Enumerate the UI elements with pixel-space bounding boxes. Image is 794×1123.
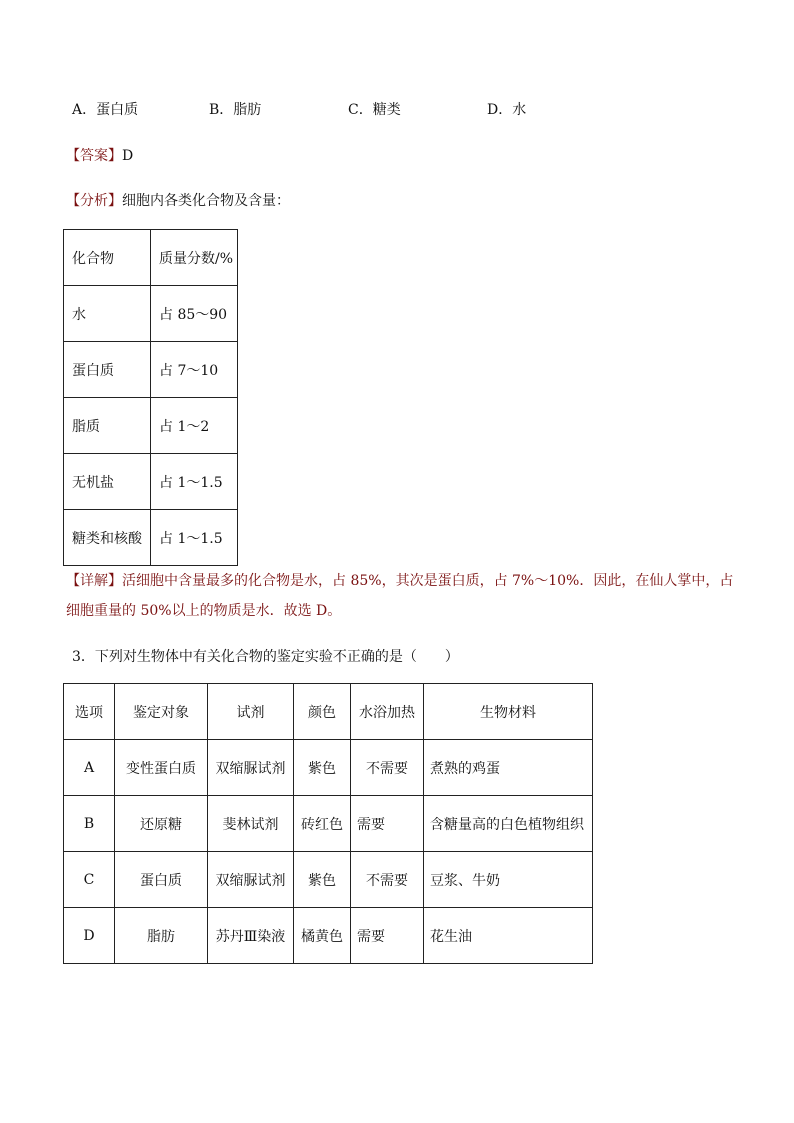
detail-tag: 【详解】 [66, 573, 122, 589]
table-cell: 占 1～1.5 [151, 510, 238, 566]
table-cell: C [64, 852, 115, 908]
table-header-cell: 水浴加热 [351, 684, 424, 740]
analysis-text: 细胞内各类化合物及含量： [122, 193, 290, 209]
table-header-cell: 选项 [64, 684, 115, 740]
option-d: D．水 [487, 102, 527, 118]
answer-line [66, 145, 133, 165]
table-cell: B [64, 796, 115, 852]
table-cell: 占 85～90 [151, 286, 238, 342]
detail-line-1 [66, 570, 733, 590]
table-row [64, 398, 238, 454]
table-row [64, 796, 593, 852]
table-cell: 苏丹Ⅲ染液 [208, 908, 294, 964]
table-cell: 双缩脲试剂 [208, 852, 294, 908]
table-row [64, 286, 238, 342]
table-cell: 脂质 [64, 398, 151, 454]
option-b: B．脂肪 [209, 102, 262, 118]
detail-line-2: 细胞重量的 50%以上的物质是水．故选 D。 [66, 603, 342, 619]
table-cell: 变性蛋白质 [115, 740, 208, 796]
table-cell: 水 [64, 286, 151, 342]
detail-text-1: 活细胞中含量最多的化合物是水，占 85%，其次是蛋白质，占 7%～10%．因此，在仙人掌中，占 [122, 573, 734, 589]
answer-value: D [122, 148, 134, 164]
table-cell: 豆浆、牛奶 [424, 852, 593, 908]
table-cell: 含糖量高的白色植物组织 [424, 796, 593, 852]
compound-content-table [63, 229, 238, 566]
table-cell: 双缩脲试剂 [208, 740, 294, 796]
table-cell: 紫色 [294, 740, 351, 796]
table-cell: 蛋白质 [115, 852, 208, 908]
table-header-cell: 试剂 [208, 684, 294, 740]
table-cell: 占 7～10 [151, 342, 238, 398]
option-c: C．糖类 [348, 102, 401, 118]
table-header-cell: 质量分数/% [151, 230, 238, 286]
table-cell: 斐林试剂 [208, 796, 294, 852]
table-cell: 煮熟的鸡蛋 [424, 740, 593, 796]
table-cell: 无机盐 [64, 454, 151, 510]
table-row [64, 852, 593, 908]
table-cell: A [64, 740, 115, 796]
table-header-row [64, 230, 238, 286]
table-header-cell: 鉴定对象 [115, 684, 208, 740]
analysis-line [66, 190, 290, 210]
table-cell: 脂肪 [115, 908, 208, 964]
table-cell: 需要 [351, 796, 424, 852]
question-3: 3．下列对生物体中有关化合物的鉴定实验不正确的是（ ） [72, 649, 459, 665]
table-cell: 橘黄色 [294, 908, 351, 964]
table-cell: 蛋白质 [64, 342, 151, 398]
table-row [64, 908, 593, 964]
table-cell: 还原糖 [115, 796, 208, 852]
table-cell: 紫色 [294, 852, 351, 908]
table-header-cell: 生物材料 [424, 684, 593, 740]
table-cell: 不需要 [351, 740, 424, 796]
table-row [64, 740, 593, 796]
table-cell: D [64, 908, 115, 964]
analysis-tag: 【分析】 [66, 193, 122, 209]
table-row [64, 342, 238, 398]
table-row [64, 510, 238, 566]
table-cell: 砖红色 [294, 796, 351, 852]
table-cell: 占 1～2 [151, 398, 238, 454]
table-cell: 花生油 [424, 908, 593, 964]
option-a: A．蛋白质 [72, 102, 139, 118]
table-row [64, 454, 238, 510]
table-cell: 需要 [351, 908, 424, 964]
table-header-cell: 颜色 [294, 684, 351, 740]
answer-tag: 【答案】 [66, 148, 122, 164]
table-header-cell: 化合物 [64, 230, 151, 286]
table-cell: 糖类和核酸 [64, 510, 151, 566]
table-cell: 不需要 [351, 852, 424, 908]
identification-experiment-table [63, 683, 593, 964]
table-header-row [64, 684, 593, 740]
table-cell: 占 1～1.5 [151, 454, 238, 510]
